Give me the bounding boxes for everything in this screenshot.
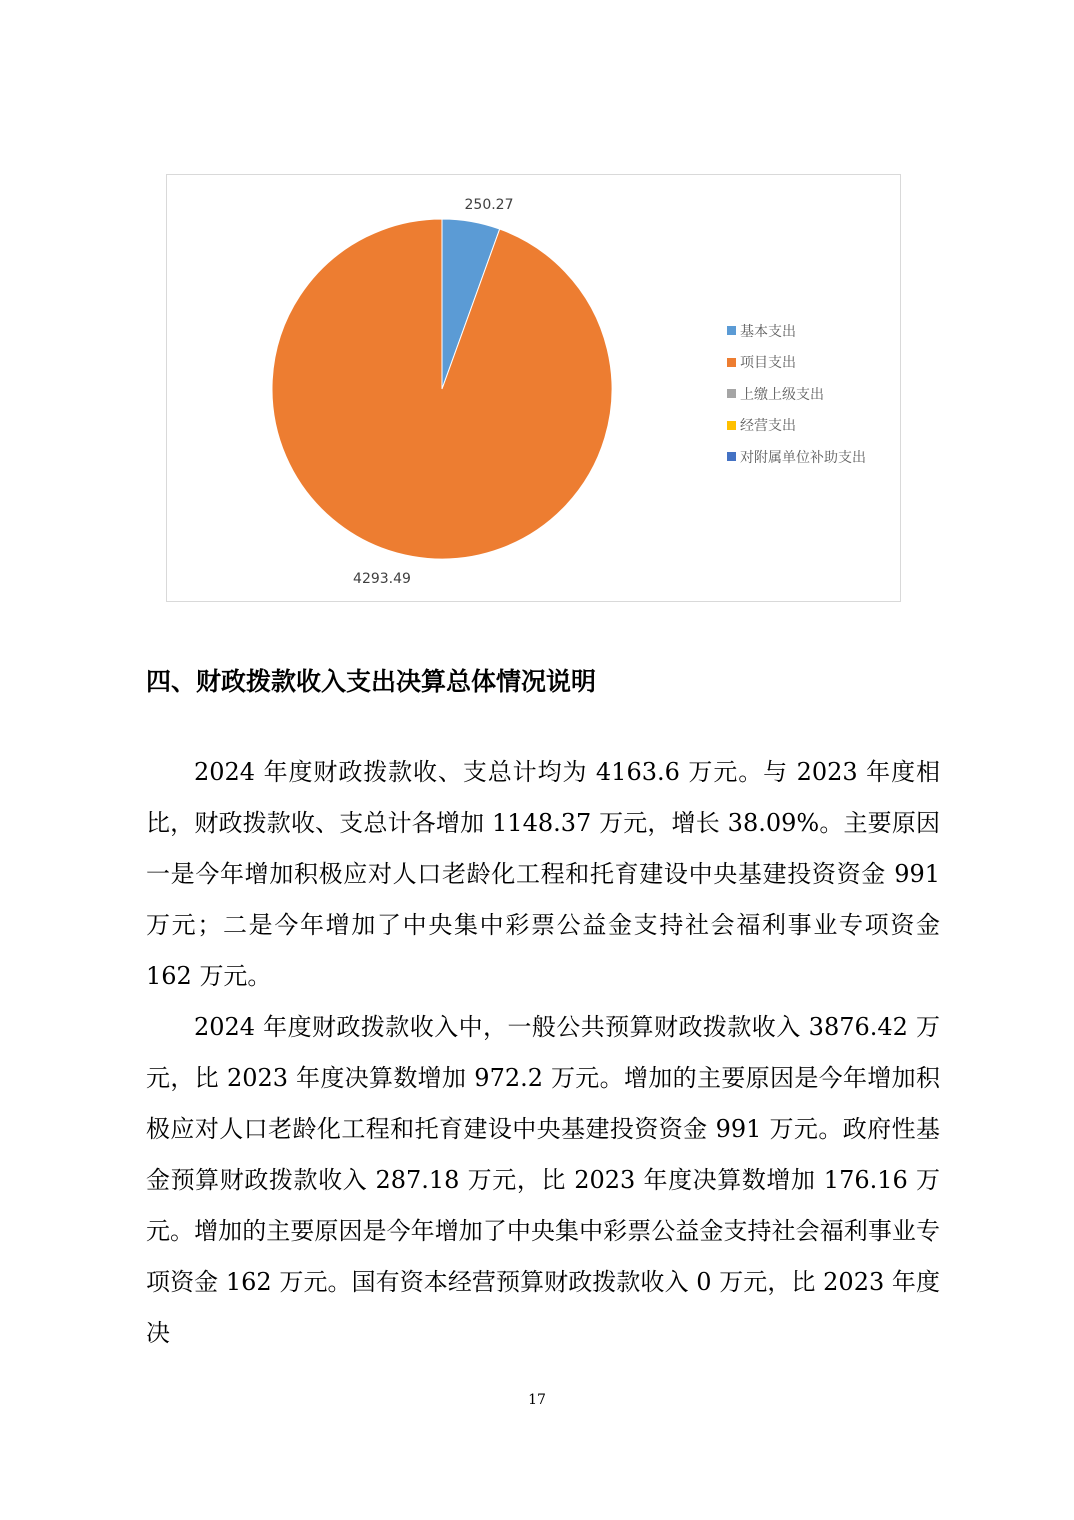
body-text: [146, 747, 940, 1359]
expenditure-pie-chart: [166, 174, 901, 602]
paragraph-2: 2024 年度财政拨款收入中，一般公共预算财政拨款收入 3876.42 万元，比 2023 年度决算数增加 972.2 万元。增加的主要原因是今年增加积极应对人口老龄化工程和托育建设中央基建投资资金 991 万元。政府性基金预算财政拨款收入 287.18 万元，比 2023 年度决算数增加 176.16 万元。增加的主要原因是今年增加了中央集中彩票公益金支持社会福利事业专项资金 162 万元。国有资本经营预算财政拨款收入 0 万元，比 2023 年度决: [146, 1013, 940, 1347]
legend-label-operating: 经营支出: [740, 418, 796, 435]
legend-label-basic: 基本支出: [740, 323, 796, 340]
legend-swatch-operating: [727, 421, 736, 430]
legend-label-remit-superior: 上缴上级支出: [740, 386, 824, 403]
page-number: 17: [528, 1392, 546, 1408]
legend-item-operating: [727, 410, 866, 442]
legend-label-subsidiary-subsidy: 对附属单位补助支出: [740, 449, 866, 466]
legend-item-project: [727, 347, 866, 379]
legend-swatch-project: [727, 358, 736, 367]
legend-label-project: 项目支出: [740, 355, 796, 372]
legend-item-basic: [727, 315, 866, 347]
legend-item-remit-superior: [727, 378, 866, 410]
legend-swatch-subsidiary-subsidy: [727, 452, 736, 461]
paragraph-1: 2024 年度财政拨款收、支总计均为 4163.6 万元。与 2023 年度相比，财政拨款收、支总计各增加 1148.37 万元，增长 38.09%。主要原因一是今年增加积极应对人口老龄化工程和托育建设中央基建投资资金 991 万元；二是今年增加了中央集中彩票公益金支持社会福利事业专项资金 162 万元。: [146, 758, 940, 990]
pie-data-label-1: 4293.49: [353, 571, 411, 587]
legend-swatch-remit-superior: [727, 389, 736, 398]
legend-swatch-basic: [727, 326, 736, 335]
pie-data-label-0: 250.27: [464, 197, 514, 213]
legend-item-subsidiary-subsidy: [727, 441, 866, 473]
pie-slice-1: [272, 219, 612, 559]
section-heading: 四、财政拨款收入支出决算总体情况说明: [146, 667, 597, 696]
chart-legend: [727, 315, 866, 473]
